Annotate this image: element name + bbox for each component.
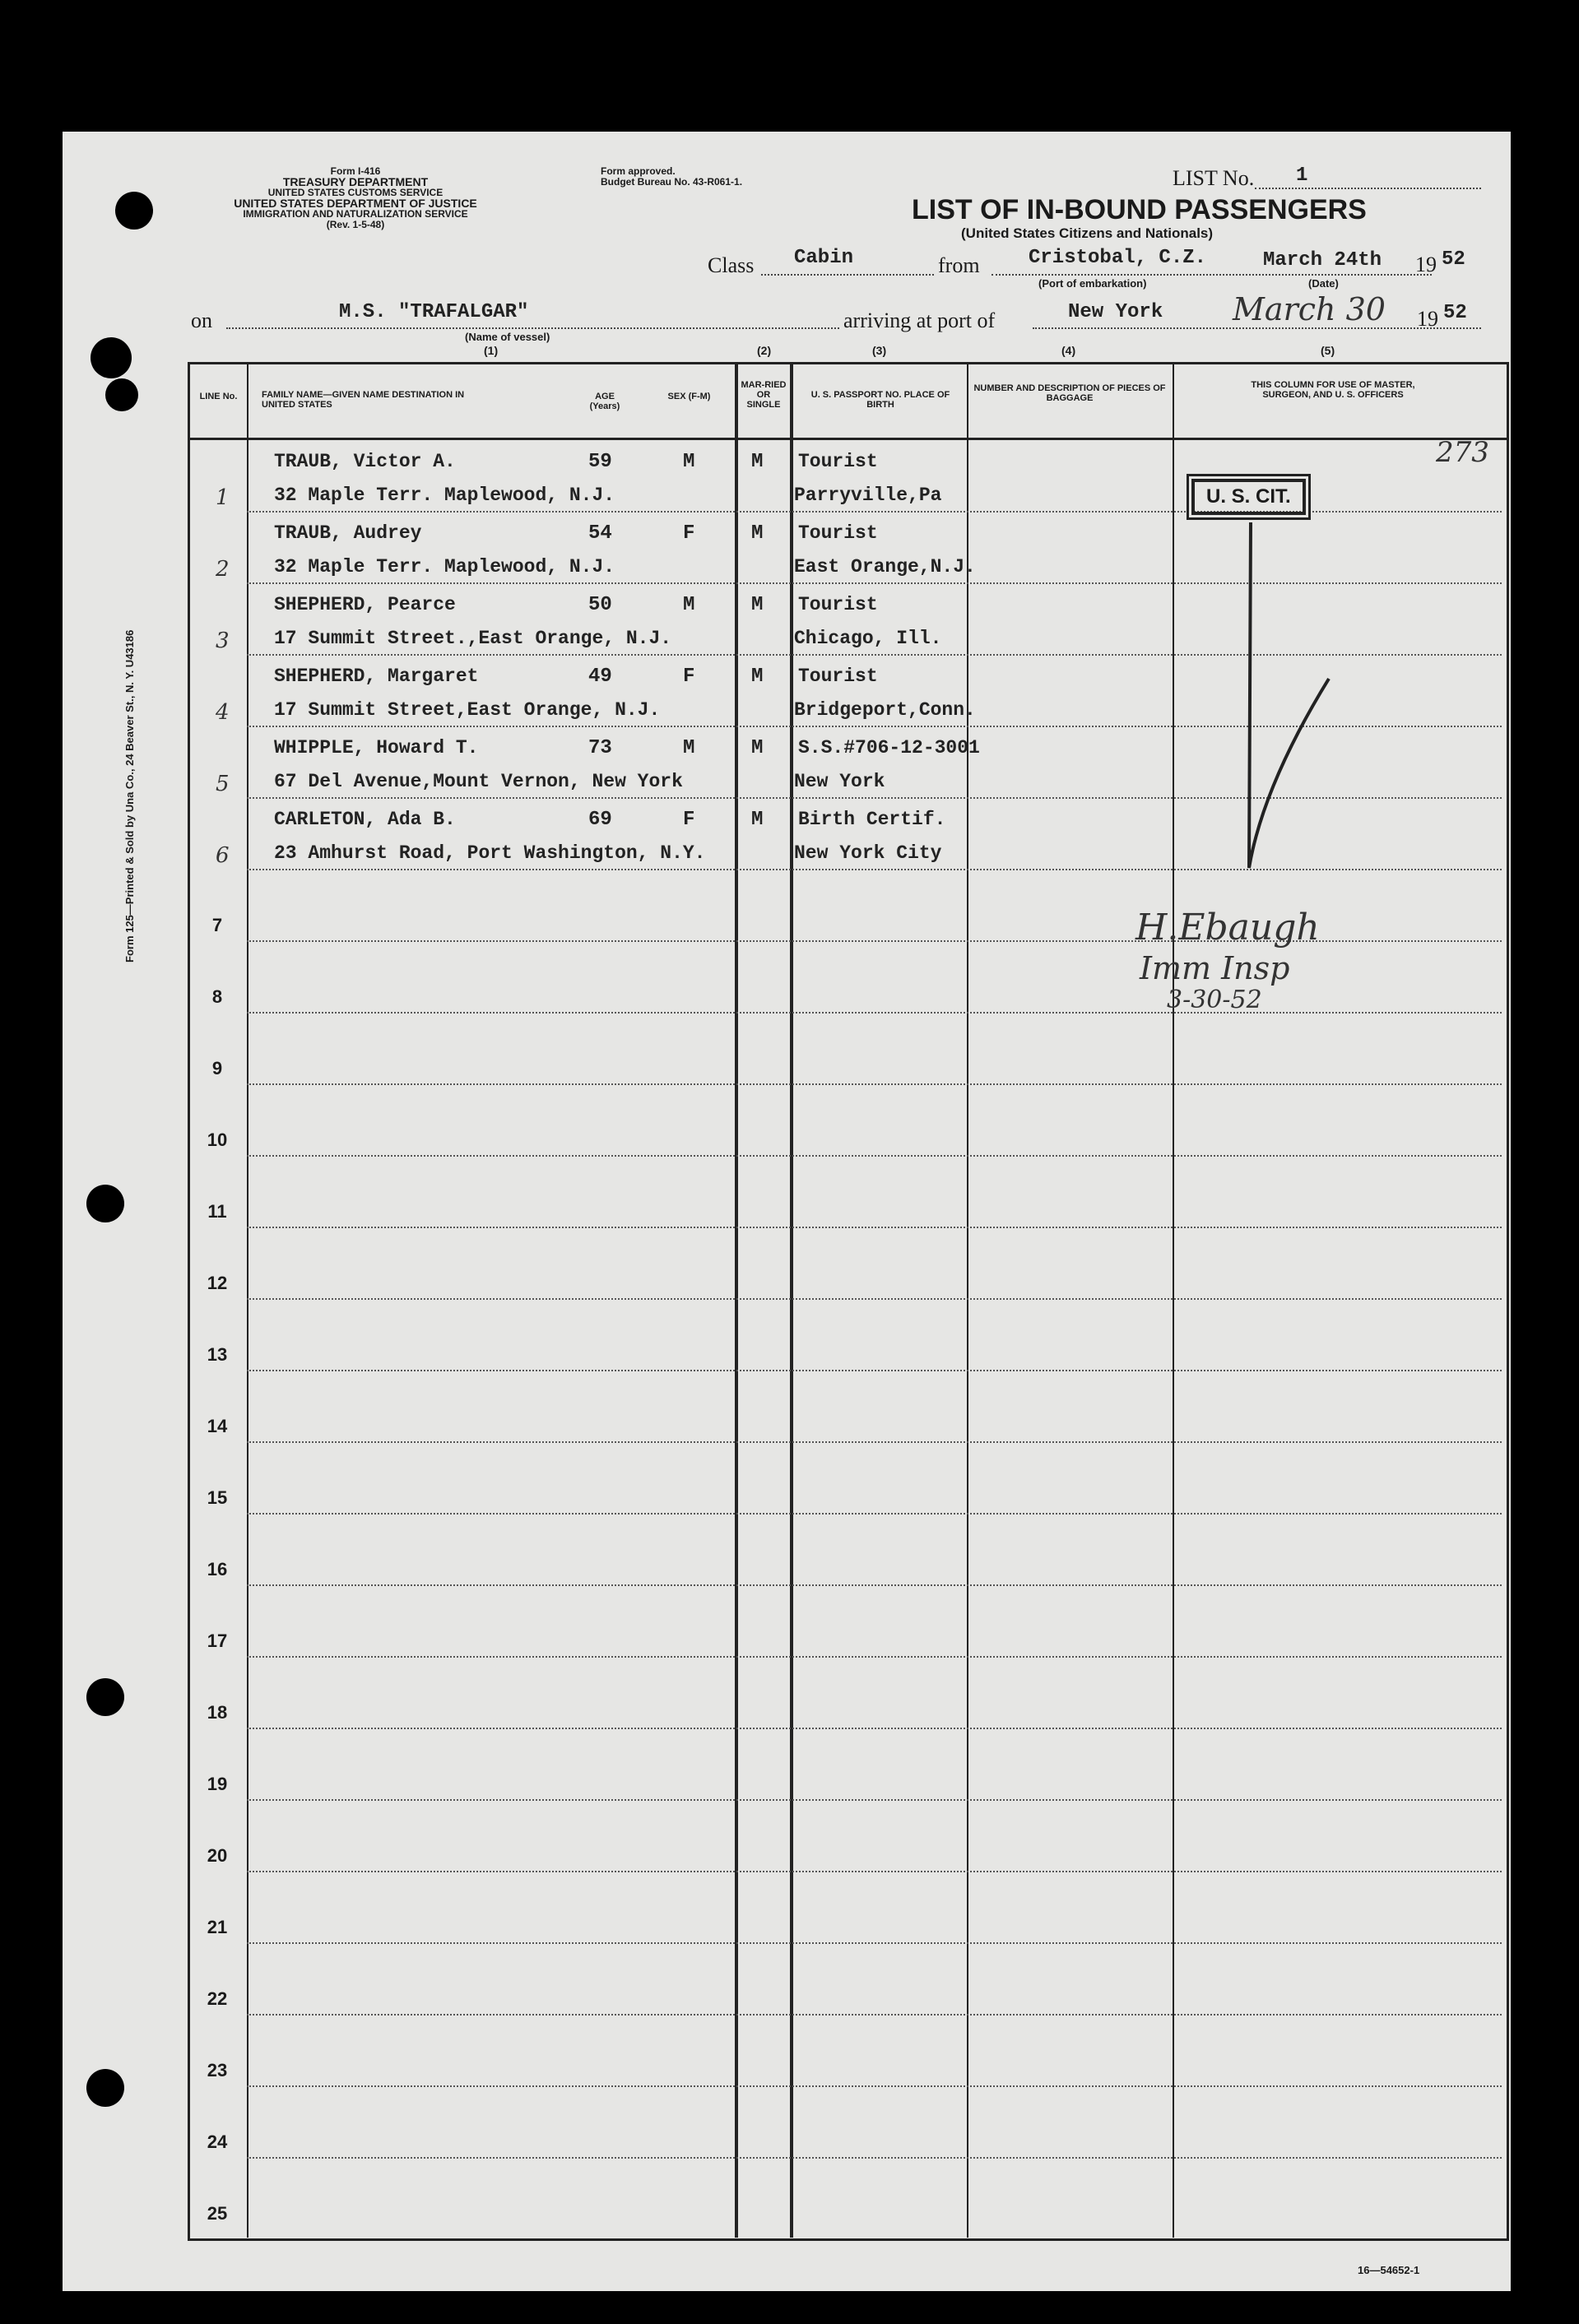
row-divider	[247, 511, 1502, 513]
arriving-label: arriving at port of	[843, 308, 996, 332]
row-divider	[247, 1656, 1502, 1658]
row-divider	[247, 1083, 1502, 1085]
ins-service: IMMIGRATION AND NATURALIZATION SERVICE	[243, 208, 468, 220]
vessel-caption: (Name of vessel)	[465, 331, 550, 343]
punch-hole	[105, 378, 138, 411]
row-divider	[247, 1942, 1502, 1944]
passenger-sex: M	[683, 737, 695, 759]
header-sex: SEX (F-M)	[667, 392, 711, 401]
punch-hole	[86, 1678, 124, 1716]
line-number: 18	[207, 1702, 228, 1723]
line-number: 13	[207, 1344, 228, 1365]
passenger-passport: Tourist	[798, 522, 878, 544]
footer-code: 16—54652-1	[1358, 2264, 1420, 2276]
header-married: MAR-RIED OR SINGLE	[741, 380, 787, 410]
header-bottom-line	[188, 438, 1507, 440]
justice-dept: UNITED STATES DEPARTMENT OF JUSTICE	[234, 197, 477, 210]
col-divider	[1173, 362, 1174, 2238]
signature-date: 3-30-52	[1167, 986, 1262, 1014]
form-number: Form I-416	[330, 165, 381, 177]
corner-number: 273	[1436, 436, 1489, 469]
punch-hole	[91, 337, 132, 378]
line-number: 12	[207, 1273, 228, 1293]
row-divider	[247, 1370, 1502, 1371]
line-number-handwritten: 4	[216, 700, 230, 725]
passenger-sex: F	[683, 666, 695, 688]
passenger-passport: Tourist	[798, 451, 878, 472]
passenger-address: 23 Amhurst Road, Port Washington, N.Y.	[274, 842, 706, 864]
row-divider	[247, 1227, 1502, 1228]
line-number: 15	[207, 1487, 228, 1508]
line-number: 11	[207, 1201, 227, 1222]
passenger-birthplace: East Orange,N.J.	[794, 556, 976, 578]
row-divider	[247, 1513, 1502, 1515]
line-number: 16	[207, 1559, 228, 1579]
line-number: 24	[207, 2131, 228, 2152]
passenger-birthplace: Chicago, Ill.	[794, 628, 942, 649]
passenger-married: M	[751, 809, 764, 831]
passenger-birthplace: Parryville,Pa	[794, 485, 942, 506]
passenger-birthplace: New York	[794, 771, 885, 792]
header-age: AGE (Years)	[589, 392, 620, 411]
passenger-address: 67 Del Avenue,Mount Vernon, New York	[274, 771, 683, 792]
customs-service: UNITED STATES CUSTOMS SERVICE	[267, 187, 444, 198]
passenger-age: 69	[588, 809, 612, 831]
date-caption: (Date)	[1308, 277, 1339, 290]
passenger-married: M	[751, 522, 764, 545]
on-label: on	[191, 308, 212, 332]
col-num-2: (2)	[757, 344, 772, 357]
passenger-address: 17 Summit Street.,East Orange, N.J.	[274, 628, 672, 649]
line-number: 21	[207, 1917, 228, 1937]
line-number-handwritten: 1	[216, 485, 230, 510]
line-number: 22	[207, 1988, 228, 2009]
passenger-married: M	[751, 666, 764, 688]
arrival-year-prefix: 19	[1417, 307, 1438, 331]
port-embark-caption: (Port of embarkation)	[1038, 277, 1147, 290]
col-num-4: (4)	[1061, 344, 1076, 357]
col-divider	[967, 362, 968, 2238]
punch-hole	[86, 2069, 124, 2107]
passenger-name: WHIPPLE, Howard T.	[274, 737, 479, 758]
col-divider	[247, 362, 248, 2238]
budget-bureau: Budget Bureau No. 43-R061-1.	[601, 176, 743, 188]
from-label: from	[938, 253, 980, 277]
passenger-sex: M	[683, 451, 695, 473]
line-number: 10	[207, 1130, 228, 1150]
passenger-sex: M	[683, 594, 695, 616]
line-number: 20	[207, 1845, 228, 1866]
passenger-age: 50	[588, 594, 612, 616]
passenger-age: 54	[588, 522, 612, 545]
passenger-married: M	[751, 451, 764, 473]
row-divider	[247, 2014, 1502, 2016]
side-printer-text: Form 125—Printed & Sold by Una Co., 24 Beaver St., N. Y. U43186	[123, 629, 136, 963]
passenger-name: CARLETON, Ada B.	[274, 809, 456, 830]
col-num-5: (5)	[1321, 344, 1335, 357]
arrival-year-suffix: 52	[1443, 302, 1467, 324]
line-number: 19	[207, 1774, 228, 1794]
col-num-1: (1)	[484, 344, 499, 357]
list-no-line	[1255, 188, 1481, 189]
passenger-address: 17 Summit Street,East Orange, N.J.	[274, 699, 661, 721]
header-baggage: NUMBER AND DESCRIPTION OF PIECES OF BAGGAGE	[973, 383, 1166, 403]
passenger-married: M	[751, 594, 764, 616]
passenger-birthplace: New York City	[794, 842, 942, 864]
passenger-name: SHEPHERD, Pearce	[274, 594, 456, 615]
passenger-name: SHEPHERD, Margaret	[274, 666, 479, 687]
vessel-line	[226, 327, 839, 329]
passenger-sex: F	[683, 522, 695, 545]
treasury-dept: TREASURY DEPARTMENT	[282, 175, 429, 188]
line-number: 17	[207, 1631, 228, 1651]
line-number-handwritten: 5	[216, 772, 230, 796]
line-number: 23	[207, 2060, 228, 2080]
year-suffix: 52	[1442, 248, 1465, 271]
passenger-married: M	[751, 737, 764, 759]
arrival-line	[1033, 327, 1481, 329]
from-value: Cristobal, C.Z.	[1029, 247, 1207, 269]
passenger-passport: S.S.#706-12-3001	[798, 737, 980, 758]
check-mark	[1226, 514, 1341, 876]
passenger-name: TRAUB, Audrey	[274, 522, 422, 544]
passenger-passport: Birth Certif.	[798, 809, 946, 830]
row-divider	[247, 1298, 1502, 1300]
passenger-name: TRAUB, Victor A.	[274, 451, 456, 472]
col-divider	[790, 362, 793, 2238]
form-id-block	[183, 166, 528, 230]
list-no-label: LIST No.	[1173, 166, 1255, 190]
arrival-port: New York	[1068, 301, 1163, 323]
passenger-passport: Tourist	[798, 666, 878, 687]
row-divider	[247, 2157, 1502, 2159]
passenger-age: 49	[588, 666, 612, 688]
line-number-handwritten: 3	[216, 629, 230, 653]
line-number: 9	[211, 1058, 223, 1079]
row-divider	[247, 1584, 1502, 1586]
passenger-age: 73	[588, 737, 612, 759]
line-number: 8	[211, 986, 223, 1007]
line-number: 14	[207, 1416, 228, 1436]
embark-date: March 24th	[1263, 249, 1382, 271]
line-number-handwritten: 6	[216, 843, 230, 868]
officer-signature: H.Ebaugh	[1135, 907, 1320, 949]
arrival-date-handwritten: March 30	[1233, 291, 1386, 327]
form-approved: Form approved.	[601, 165, 676, 177]
passenger-birthplace: Bridgeport,Conn.	[794, 699, 976, 721]
passenger-age: 59	[588, 451, 612, 473]
list-title: LIST OF IN-BOUND PASSENGERS	[912, 194, 1367, 225]
form-revision: (Rev. 1-5-48)	[326, 219, 385, 230]
row-divider	[247, 1799, 1502, 1801]
officer-title: Imm Insp	[1140, 950, 1290, 986]
list-no-value: 1	[1296, 165, 1308, 187]
punch-hole	[86, 1185, 124, 1222]
line-number-handwritten: 2	[216, 557, 230, 582]
row-divider	[247, 1728, 1502, 1729]
line-number: 7	[211, 915, 223, 935]
class-line	[761, 274, 934, 276]
passenger-address: 32 Maple Terr. Maplewood, N.J.	[274, 485, 615, 506]
vessel-name: M.S. "TRAFALGAR"	[339, 301, 529, 323]
class-label: Class	[708, 253, 755, 277]
header-line-no: LINE No.	[199, 392, 238, 401]
line-number: 25	[207, 2203, 228, 2224]
row-divider	[247, 1441, 1502, 1443]
class-value: Cabin	[794, 247, 854, 269]
passenger-passport: Tourist	[798, 594, 878, 615]
passenger-address: 32 Maple Terr. Maplewood, N.J.	[274, 556, 615, 578]
list-subtitle: (United States Citizens and Nationals)	[961, 225, 1214, 241]
col-num-3: (3)	[872, 344, 887, 357]
row-divider	[247, 1871, 1502, 1872]
passenger-sex: F	[683, 809, 695, 831]
row-divider	[247, 2085, 1502, 2087]
header-officers: THIS COLUMN FOR USE OF MASTER, SURGEON, AND U. S. OFFICERS	[1251, 380, 1415, 400]
row-divider	[247, 1155, 1502, 1157]
punch-hole	[115, 192, 153, 230]
us-citizen-stamp: U. S. CIT.	[1191, 479, 1306, 515]
header-passport: U. S. PASSPORT NO. PLACE OF BIRTH	[810, 390, 950, 410]
year-prefix: 19	[1415, 253, 1437, 276]
col-divider	[735, 362, 738, 2238]
from-line	[992, 274, 1432, 276]
row-divider	[247, 1012, 1502, 1014]
approval-block	[601, 166, 742, 188]
header-name: FAMILY NAME—GIVEN NAME DESTINATION IN UNITED STATES	[262, 390, 465, 410]
